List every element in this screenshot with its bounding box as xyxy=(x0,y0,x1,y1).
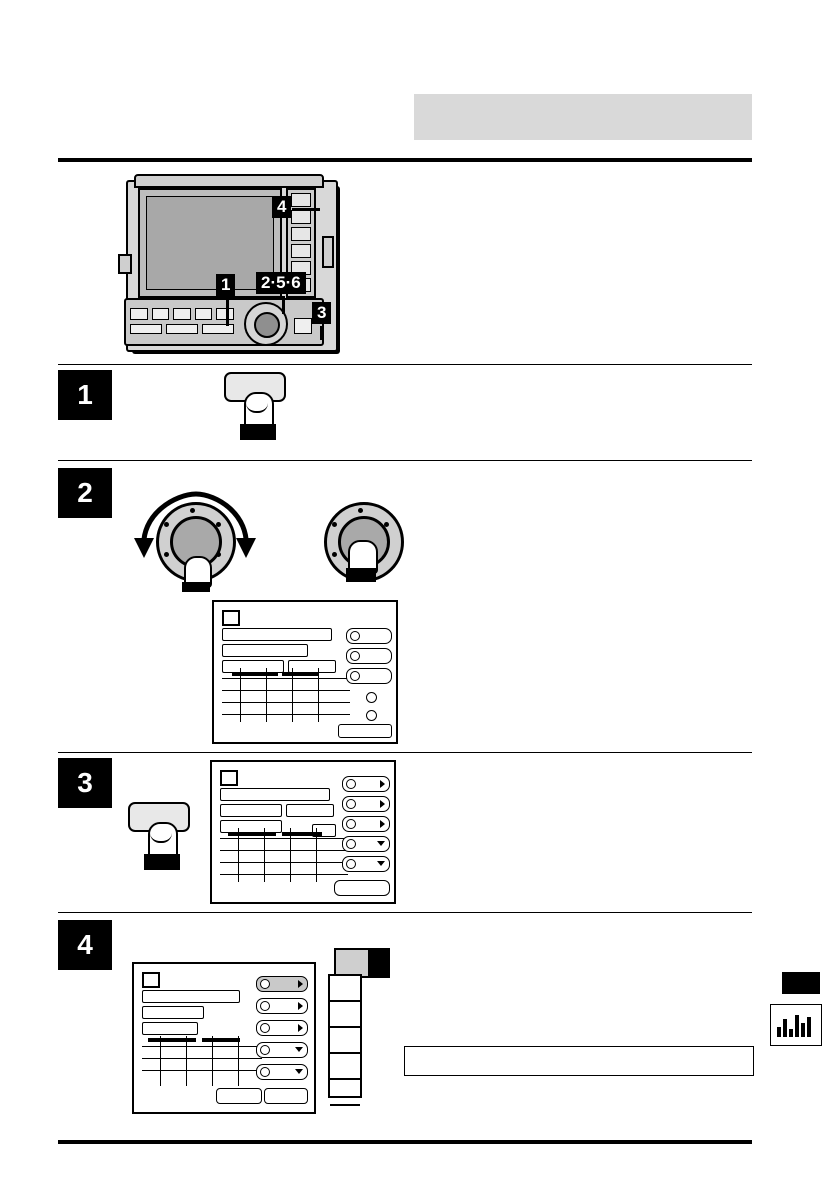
map-road xyxy=(238,1036,239,1086)
bottom-button-1[interactable] xyxy=(216,1088,262,1104)
map-road xyxy=(316,828,317,882)
step-badge-2: 2 xyxy=(58,468,112,518)
ok-button[interactable] xyxy=(334,880,390,896)
panel-button-1[interactable] xyxy=(130,308,148,320)
card-segment-3 xyxy=(330,1028,360,1054)
unit-top-rail xyxy=(134,174,324,188)
map-road xyxy=(266,668,267,722)
info-bar-2 xyxy=(142,1006,204,1019)
rotary-dial-hub[interactable] xyxy=(254,312,280,338)
row-bullet-icon xyxy=(350,651,360,661)
dial-dot-right xyxy=(384,522,389,527)
card-segment-5 xyxy=(330,1080,360,1106)
menu-row-5[interactable] xyxy=(256,1064,308,1080)
menu-row-2[interactable] xyxy=(256,998,308,1014)
step-badge-3: 3 xyxy=(58,758,112,808)
info-bar-2 xyxy=(222,644,308,657)
equalizer-bars-icon xyxy=(777,1013,815,1037)
menu-screen-step2 xyxy=(212,600,398,744)
press-button-graphic-step1 xyxy=(224,372,290,442)
chevron-down-icon xyxy=(377,841,385,846)
dial-dot-left xyxy=(332,522,337,527)
card-segment-1 xyxy=(330,976,360,1002)
panel-button-6[interactable] xyxy=(130,324,162,334)
card-connector-tip xyxy=(368,948,390,978)
unit-button-row-top[interactable] xyxy=(130,308,234,320)
map-road xyxy=(240,668,241,722)
menu-row-3[interactable] xyxy=(342,816,390,832)
map-road xyxy=(264,828,265,882)
unit-left-bracket xyxy=(118,254,132,274)
row-bullet-icon xyxy=(346,859,356,869)
callout-leader-2 xyxy=(282,296,285,314)
map-road xyxy=(220,874,348,875)
menu-row-1[interactable] xyxy=(346,628,392,644)
menu-screen-step3 xyxy=(210,760,396,904)
chevron-down-icon xyxy=(295,1047,303,1052)
caption-box xyxy=(404,1046,754,1076)
menu-screen-step4 xyxy=(132,962,316,1114)
info-bar-1 xyxy=(220,788,330,801)
map-highlight xyxy=(282,672,318,676)
step-separator-2 xyxy=(58,460,752,461)
panel-button-7[interactable] xyxy=(166,324,198,334)
info-bar-1 xyxy=(142,990,240,1003)
header-band xyxy=(414,94,752,140)
info-bar-2 xyxy=(220,804,282,817)
hand-cuff xyxy=(346,568,376,582)
callout-2-5-6: 2·5·6 xyxy=(256,272,306,294)
menu-row-3[interactable] xyxy=(346,668,392,684)
step-badge-1: 1 xyxy=(58,370,112,420)
side-button-1[interactable] xyxy=(291,193,311,207)
map-road xyxy=(222,714,350,715)
unit-display xyxy=(146,196,274,290)
rotation-arrows-icon xyxy=(126,488,266,560)
card-body xyxy=(328,974,362,1098)
row-bullet-icon xyxy=(260,1067,270,1077)
map-road xyxy=(318,668,319,722)
unit-right-bracket xyxy=(322,236,334,268)
row-bullet-icon xyxy=(260,1001,270,1011)
menu-row-1-selected[interactable] xyxy=(256,976,308,992)
panel-button-8[interactable] xyxy=(202,324,234,334)
row-bullet-icon xyxy=(346,819,356,829)
side-button-4[interactable] xyxy=(291,244,311,258)
menu-marker-1 xyxy=(366,692,377,703)
hand-cuff xyxy=(240,424,276,440)
info-bar-3 xyxy=(286,804,334,817)
header-rule xyxy=(58,158,752,162)
callout-leader-4 xyxy=(292,208,320,211)
step-separator-3 xyxy=(58,752,752,753)
menu-row-5[interactable] xyxy=(342,856,390,872)
side-button-2[interactable] xyxy=(291,210,311,224)
screen-corner-box xyxy=(142,972,160,988)
hand-cuff xyxy=(182,582,210,592)
menu-row-4[interactable] xyxy=(342,836,390,852)
menu-row-2[interactable] xyxy=(346,648,392,664)
map-highlight xyxy=(228,832,276,836)
map-highlight xyxy=(232,672,278,676)
map-highlight xyxy=(148,1038,196,1042)
edge-tab-marker xyxy=(782,972,820,994)
screen-corner-box xyxy=(220,770,238,786)
map-road xyxy=(222,690,350,691)
row-bullet-icon xyxy=(346,779,356,789)
panel-square-button[interactable] xyxy=(294,318,312,334)
rotate-finger-graphic xyxy=(180,556,214,592)
chevron-right-icon xyxy=(298,1002,303,1010)
bottom-button-2[interactable] xyxy=(264,1088,308,1104)
ok-button[interactable] xyxy=(338,724,392,738)
callout-1: 1 xyxy=(216,274,235,296)
map-road xyxy=(222,678,350,679)
row-bullet-icon xyxy=(350,631,360,641)
row-bullet-icon xyxy=(350,671,360,681)
chevron-right-icon xyxy=(380,780,385,788)
dial-dot-top xyxy=(358,508,363,513)
map-road xyxy=(238,828,239,882)
info-bar-3 xyxy=(142,1022,198,1035)
row-bullet-icon xyxy=(346,839,356,849)
callout-leader-3 xyxy=(320,326,323,340)
chevron-right-icon xyxy=(380,800,385,808)
map-highlight xyxy=(202,1038,240,1042)
map-road xyxy=(220,838,348,839)
map-thumbnail xyxy=(142,1036,262,1086)
dial-dot-bottom-left xyxy=(332,552,337,557)
row-bullet-icon xyxy=(346,799,356,809)
chevron-right-icon xyxy=(380,820,385,828)
chevron-down-icon xyxy=(295,1069,303,1074)
callout-4: 4 xyxy=(272,196,291,218)
step-badge-4: 4 xyxy=(58,920,112,970)
menu-marker-2 xyxy=(366,710,377,721)
map-road xyxy=(160,1036,161,1086)
step-separator-4 xyxy=(58,912,752,913)
map-road xyxy=(220,862,348,863)
callout-leader-1 xyxy=(226,296,229,326)
unit-button-row-bottom[interactable] xyxy=(130,324,234,334)
side-button-3[interactable] xyxy=(291,227,311,241)
row-bullet-icon xyxy=(260,1045,270,1055)
panel-button-4[interactable] xyxy=(195,308,213,320)
hand-cuff xyxy=(144,854,180,870)
row-bullet-icon xyxy=(260,1023,270,1033)
section-icon-box xyxy=(770,1004,822,1046)
menu-row-2[interactable] xyxy=(342,796,390,812)
menu-row-1[interactable] xyxy=(342,776,390,792)
chevron-right-icon xyxy=(298,1024,303,1032)
map-thumbnail xyxy=(220,828,348,882)
map-thumbnail xyxy=(222,668,350,722)
menu-row-3[interactable] xyxy=(256,1020,308,1036)
head-unit-illustration xyxy=(118,172,350,358)
menu-row-4[interactable] xyxy=(256,1042,308,1058)
memory-card-graphic xyxy=(328,948,398,1112)
map-road xyxy=(290,828,291,882)
panel-button-2[interactable] xyxy=(152,308,170,320)
card-segment-4 xyxy=(330,1054,360,1080)
panel-button-3[interactable] xyxy=(173,308,191,320)
press-button-graphic-step3 xyxy=(128,802,194,872)
info-bar-1 xyxy=(222,628,332,641)
map-road xyxy=(186,1036,187,1086)
step-separator-1 xyxy=(58,364,752,365)
map-road xyxy=(222,702,350,703)
footer-rule xyxy=(58,1140,752,1144)
chevron-right-icon xyxy=(298,980,303,988)
map-road xyxy=(220,850,348,851)
screen-corner-box xyxy=(222,610,240,626)
map-highlight xyxy=(282,832,322,836)
card-segment-2 xyxy=(330,1002,360,1028)
press-dial-finger xyxy=(344,540,382,586)
chevron-down-icon xyxy=(377,861,385,866)
callout-3: 3 xyxy=(312,302,331,324)
map-road xyxy=(212,1036,213,1086)
row-bullet-icon xyxy=(260,979,270,989)
map-road xyxy=(292,668,293,722)
